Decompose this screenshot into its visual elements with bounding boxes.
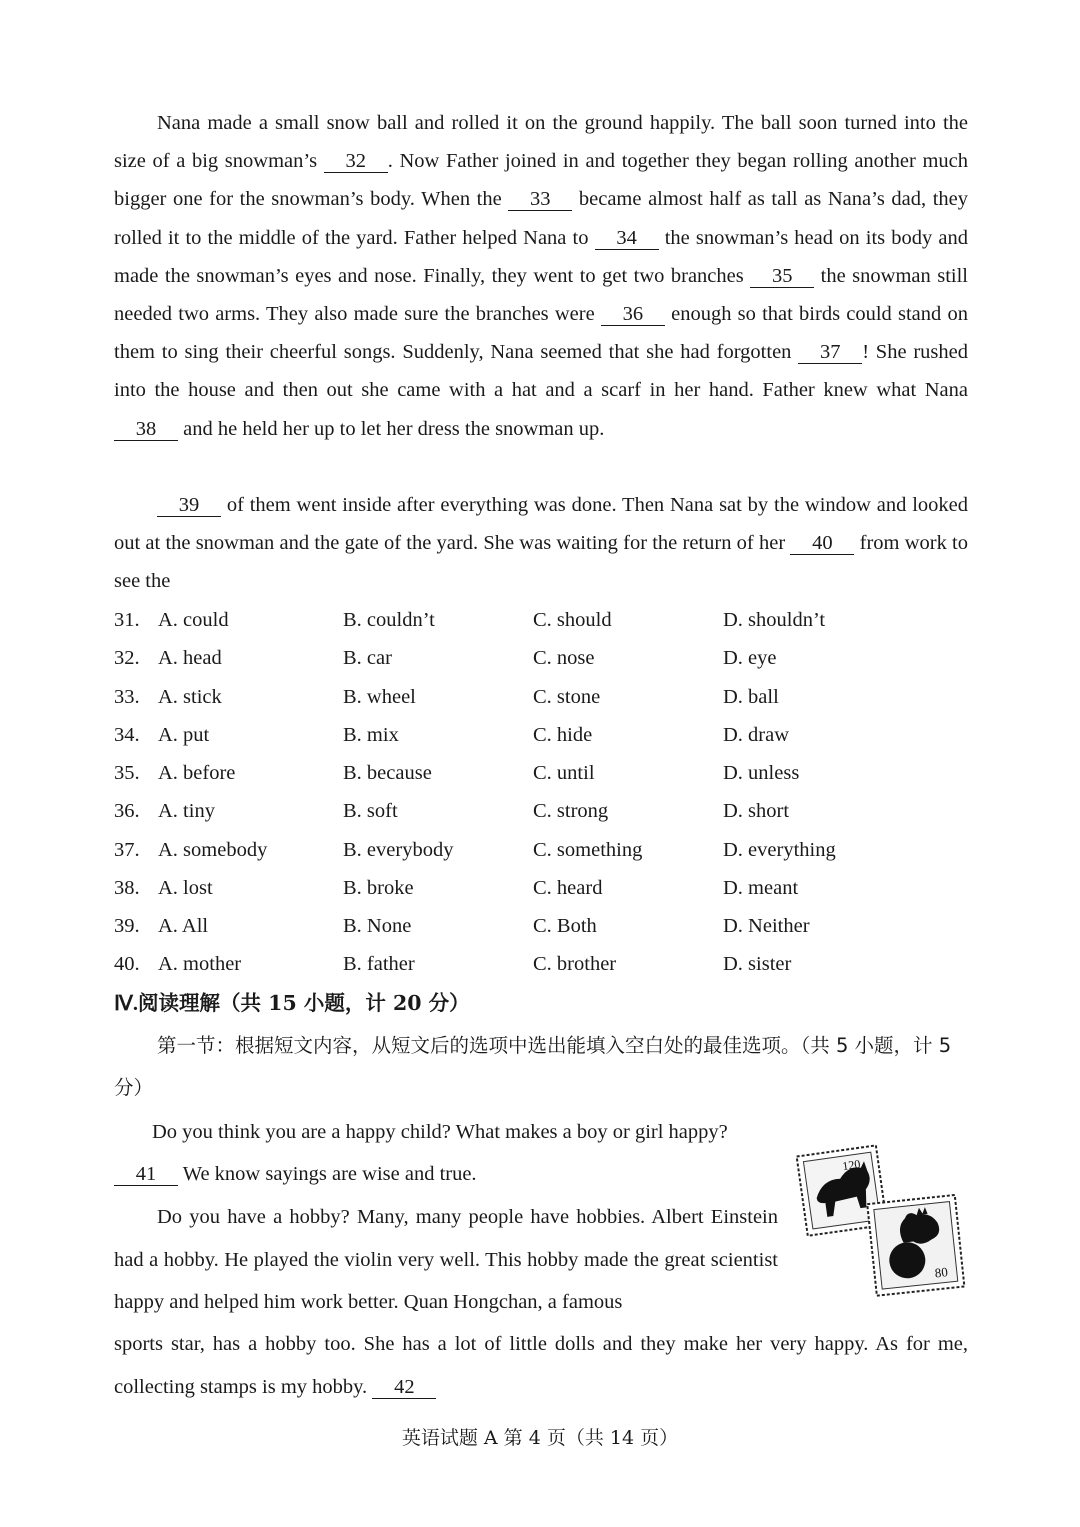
passage-text: Nana made a small snow ball and rolled it on the ground happily. The ball soon turned into the size of a big snowman’s <box>114 112 968 173</box>
blank-34: 34 <box>595 227 659 250</box>
option-c: C. something <box>533 838 643 861</box>
option-row-35 <box>114 754 974 792</box>
option-d: D. sister <box>723 953 792 976</box>
stamp-value: 80 <box>934 1264 949 1281</box>
option-a: A. tiny <box>158 800 215 823</box>
option-b: B. mix <box>343 723 399 746</box>
question-number: 31. <box>114 609 140 631</box>
passage-text: and he held her up to let her dress the snowman up. <box>178 417 605 440</box>
reading-line-1: Do you think you are a happy child? What makes a boy or girl happy? <box>152 1121 728 1143</box>
section-instruction: 第一节：根据短文内容，从短文后的选项中选出能填入空白处的最佳选项。（共 5 小题，计 5 分） <box>114 1034 952 1099</box>
option-c: C. strong <box>533 800 609 823</box>
option-d: D. draw <box>723 723 790 746</box>
passage-text: ! She rushed into the house and then out she came with a hat and a scarf in her hand. Father knew what Nana <box>114 341 968 402</box>
answer-options <box>114 601 974 984</box>
question-number: 32. <box>114 647 140 670</box>
option-d: D. meant <box>723 876 799 899</box>
page-footer: 英语试题 A 第 4 页（共 14 页） <box>401 1427 679 1449</box>
question-number: 40. <box>114 953 140 976</box>
option-a: A. could <box>158 609 229 631</box>
blank-33: 33 <box>508 188 572 211</box>
option-c: C. heard <box>533 876 603 899</box>
blank-35: 35 <box>750 265 814 288</box>
option-c: C. hide <box>533 723 593 746</box>
question-number: 33. <box>114 685 140 708</box>
question-number: 38. <box>114 876 140 899</box>
option-b: B. father <box>343 953 415 976</box>
question-number: 35. <box>114 762 140 784</box>
blank-32: 32 <box>324 150 388 173</box>
question-number: 34. <box>114 723 140 746</box>
question-number: 39. <box>114 915 140 937</box>
blank-37: 37 <box>798 341 862 364</box>
stamps-illustration <box>794 1137 969 1302</box>
passage-text: . Now Father joined in and together they began rolling another much bigger one for the snowman’s body. When the <box>114 150 968 211</box>
option-d: D. Neither <box>723 915 810 937</box>
option-b: B. everybody <box>343 838 454 861</box>
option-a: A. somebody <box>158 838 268 861</box>
option-b: B. because <box>343 762 432 784</box>
option-d: D. short <box>723 800 790 823</box>
passage-text: the snowman’s head on its body and made the snowman’s eyes and nose. Finally, they went to get two branches <box>114 226 968 287</box>
option-row-36 <box>114 792 974 830</box>
reading-text: sports star, has a hobby too. She has a lot of little dolls and they make her very happy. As for me, collecting stamps is my hobby. <box>114 1333 968 1398</box>
option-row-40 <box>114 945 974 983</box>
question-number: 36. <box>114 800 140 823</box>
option-b: B. wheel <box>343 685 416 708</box>
option-b: B. None <box>343 915 412 937</box>
option-c: C. stone <box>533 685 601 708</box>
blank-40: 40 <box>790 532 854 555</box>
option-a: A. before <box>158 762 236 784</box>
reading-paragraph-3 <box>114 1323 968 1408</box>
passage-text: the snowman still needed two arms. They also made sure the branches were <box>114 264 968 326</box>
option-row-39 <box>114 907 974 945</box>
option-a: A. mother <box>158 953 242 976</box>
passage-text: from work to see the <box>114 532 968 593</box>
passage-text: enough so that birds could stand on them to sing their cheerful songs. Suddenly, Nana seemed that she had forgotten <box>114 303 968 364</box>
option-a: A. lost <box>158 876 213 899</box>
blank-38: 38 <box>114 418 178 441</box>
option-row-32 <box>114 639 974 677</box>
option-row-37 <box>114 831 974 869</box>
option-row-34 <box>114 716 974 754</box>
option-d: D. unless <box>723 762 800 784</box>
option-a: A. All <box>158 915 209 937</box>
option-d: D. eye <box>723 647 777 670</box>
option-d: D. everything <box>723 838 836 861</box>
section-heading <box>114 988 470 1019</box>
option-d: D. ball <box>723 685 779 708</box>
option-c: C. should <box>533 609 612 631</box>
option-c: C. brother <box>533 953 617 976</box>
option-a: A. stick <box>158 685 222 708</box>
passage-text: became almost half as tall as Nana’s dad, they rolled it to the middle of the yard. Father helped Nana to <box>114 188 968 249</box>
option-b: B. broke <box>343 876 414 899</box>
option-a: A. head <box>158 647 222 670</box>
blank-42: 42 <box>372 1376 436 1399</box>
option-c: C. Both <box>533 915 597 937</box>
section-number: Ⅳ. <box>114 993 139 1015</box>
option-b: B. couldn’t <box>343 609 435 631</box>
option-c: C. nose <box>533 647 595 670</box>
option-d: D. shouldn’t <box>723 609 826 631</box>
section-title: 阅读理解（共 15 小题，计 20 分） <box>138 991 470 1015</box>
rooster-stamp <box>867 1195 964 1296</box>
reading-text: We know sayings are wise and true. <box>178 1163 477 1185</box>
passage-paragraph-2 <box>114 486 968 601</box>
option-row-38 <box>114 869 974 907</box>
reading-paragraph-2: Do you have a hobby? Many, many people have hobbies. Albert Einstein had a hobby. He played the violin very well. This hobby made the great scientist happy and helped him work better. Quan Hongchan, a famous <box>114 1206 778 1313</box>
reading-line-2 <box>114 1153 778 1196</box>
blank-39: 39 <box>157 494 221 517</box>
blank-36: 36 <box>601 303 665 326</box>
option-c: C. until <box>533 762 595 784</box>
option-row-31 <box>114 601 974 639</box>
blank-41: 41 <box>114 1163 178 1186</box>
option-row-33 <box>114 678 974 716</box>
passage-paragraph-1 <box>114 104 968 448</box>
question-number: 37. <box>114 838 140 861</box>
passage-text: of them went inside after everything was done. Then Nana sat by the window and looked out at the snowman and the gate of the yard. She was waiting for the return of her <box>114 494 968 555</box>
option-a: A. put <box>158 723 210 746</box>
option-b: B. car <box>343 647 392 670</box>
option-b: B. soft <box>343 800 398 823</box>
stamp-value: 120 <box>841 1156 862 1174</box>
